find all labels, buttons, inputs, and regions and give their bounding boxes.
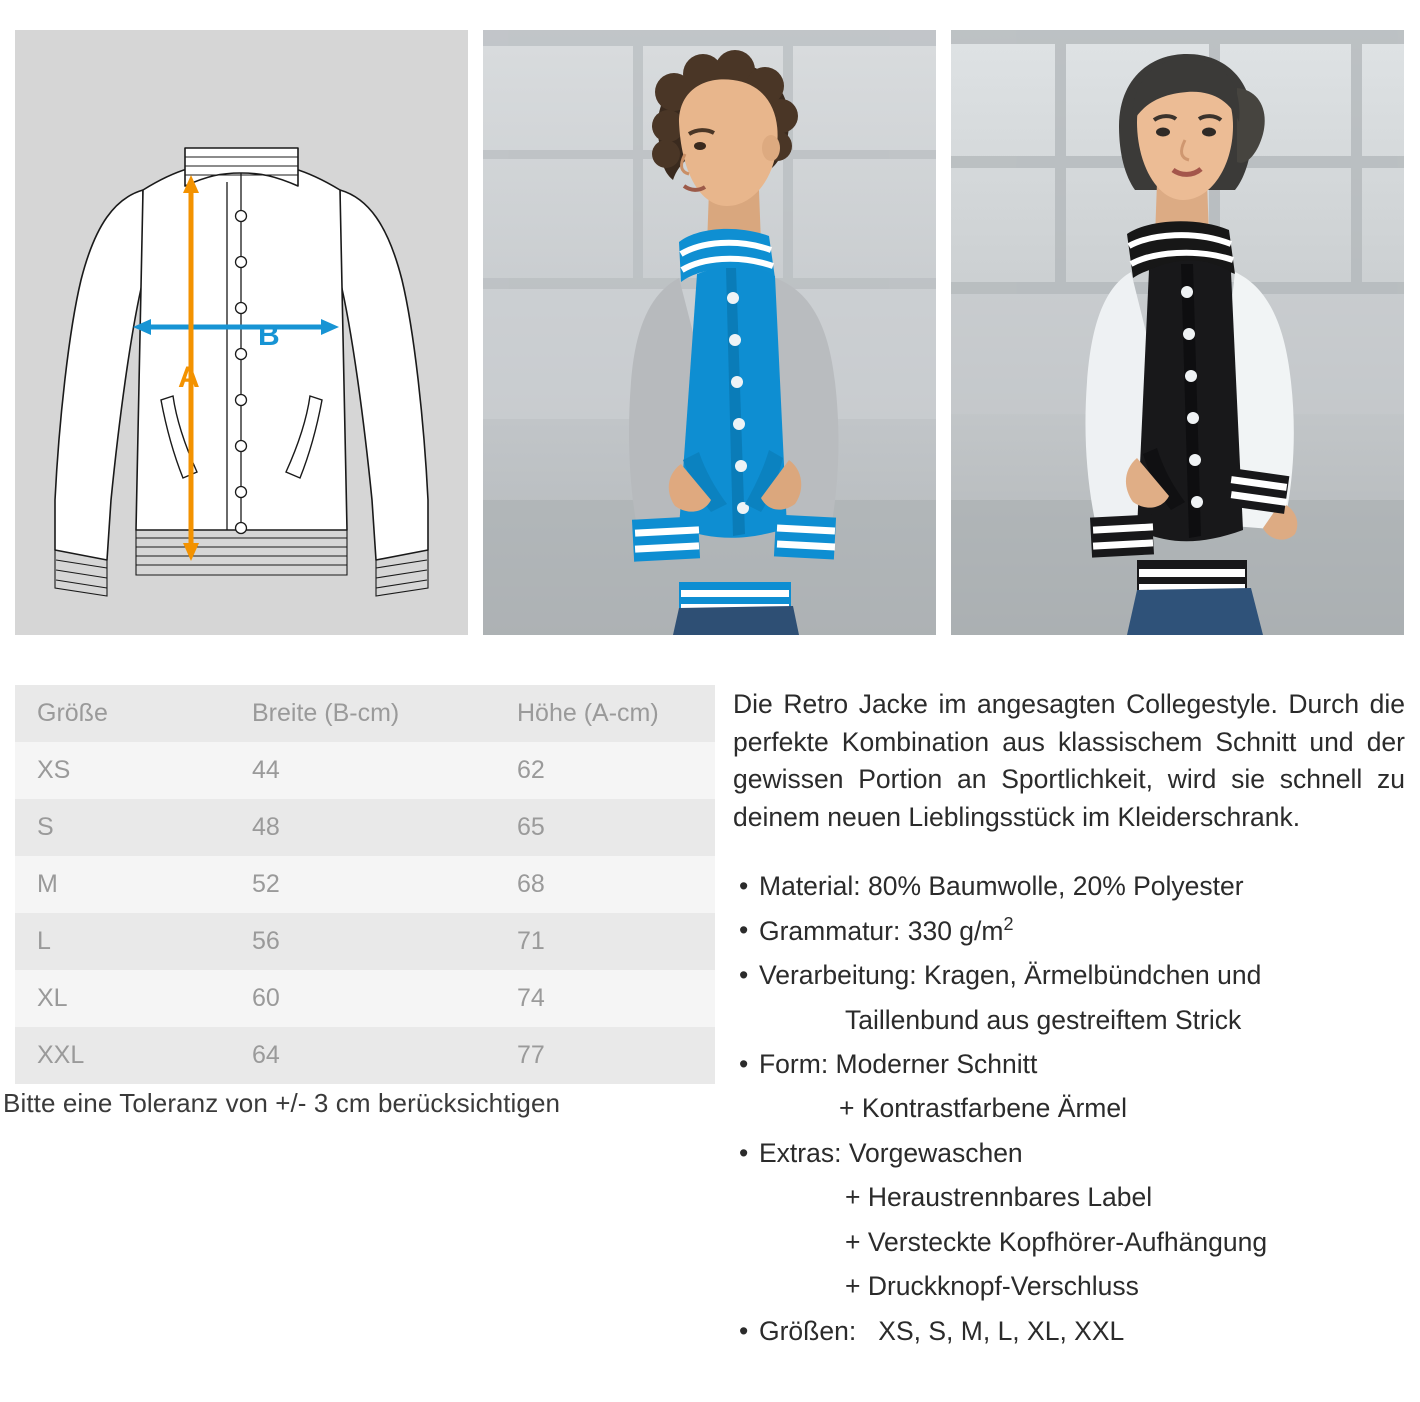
feature-list-form <box>733 1045 1405 1083</box>
feature-sizes: • Größen: XS, S, M, L, XL, XXL <box>733 1312 1405 1350</box>
cell-height: 74 <box>517 984 545 1012</box>
table-row <box>15 913 715 970</box>
cell-size: L <box>37 927 51 955</box>
cell-width: 60 <box>252 984 280 1012</box>
technical-drawing-image <box>15 30 468 635</box>
column-header-height: Höhe (A-cm) <box>517 699 659 727</box>
cell-height: 77 <box>517 1041 545 1069</box>
cell-size: S <box>37 813 54 841</box>
feature-extras: • Extras: Vorgewaschen <box>733 1134 1405 1172</box>
cell-width: 52 <box>252 870 280 898</box>
cell-width: 56 <box>252 927 280 955</box>
feature-list-sizes <box>733 1312 1405 1350</box>
cell-width: 44 <box>252 756 280 784</box>
feature-verarbeitung-line2: Taillenbund aus gestreiftem Strick <box>845 1004 1242 1035</box>
image-gallery <box>15 30 1405 635</box>
feature-extras-line2: + Heraustrennbares Label <box>845 1182 1153 1213</box>
description-intro: Die Retro Jacke im angesagten Collegestyle. Durch die perfekte Kombination aus klassischem Schnitt und der gewissen Portion an Sportlichkeit, wird sie schnell zu deinem neuen Lieblingsstück im Kleiderschrank. <box>733 689 1405 832</box>
feature-material: • Material: 80% Baumwolle, 20% Polyester <box>733 867 1405 905</box>
cell-height: 65 <box>517 813 545 841</box>
feature-extras-line3: + Versteckte Kopfhörer-Aufhängung <box>845 1226 1268 1257</box>
jacket-diagram-svg <box>15 30 468 635</box>
feature-list-extras <box>733 1134 1405 1172</box>
cell-size: XS <box>37 756 71 784</box>
feature-form: • Form: Moderner Schnitt <box>733 1045 1405 1083</box>
column-header-size: Größe <box>37 699 108 727</box>
feature-grammatur-text: Grammatur: 330 g/m <box>759 915 1004 946</box>
column-header-width: Breite (B-cm) <box>252 699 400 727</box>
feature-extras-line4: + Druckknopf-Verschluss <box>845 1271 1139 1302</box>
table-row <box>15 856 715 913</box>
tolerance-note: Bitte eine Toleranz von +/- 3 cm berücksichtigen <box>3 1088 561 1118</box>
cell-size: M <box>37 870 58 898</box>
cell-height: 68 <box>517 870 545 898</box>
table-row <box>15 742 715 799</box>
female-model-illustration <box>951 30 1404 635</box>
measure-label-b: B <box>258 319 280 352</box>
feature-verarbeitung: • Verarbeitung: Kragen, Ärmelbündchen und <box>733 956 1405 994</box>
male-model-illustration <box>483 30 936 635</box>
cell-width: 64 <box>252 1041 280 1069</box>
size-table <box>15 685 715 1084</box>
male-model-photo <box>483 30 936 635</box>
table-header-row <box>15 685 715 742</box>
feature-grammatur <box>733 911 1405 950</box>
cell-height: 71 <box>517 927 545 955</box>
feature-grammatur-sup: 2 <box>1003 913 1014 934</box>
cell-size: XXL <box>37 1041 85 1069</box>
table-row <box>15 970 715 1027</box>
table-row <box>15 1027 715 1084</box>
product-description <box>733 686 1405 1356</box>
measure-label-a: A <box>178 361 200 394</box>
feature-form-line2: + Kontrastfarbene Ärmel <box>839 1093 1127 1124</box>
cell-width: 48 <box>252 813 280 841</box>
feature-list <box>733 867 1405 995</box>
female-model-photo <box>951 30 1404 635</box>
cell-size: XL <box>37 984 68 1012</box>
cell-height: 62 <box>517 756 545 784</box>
table-row <box>15 799 715 856</box>
